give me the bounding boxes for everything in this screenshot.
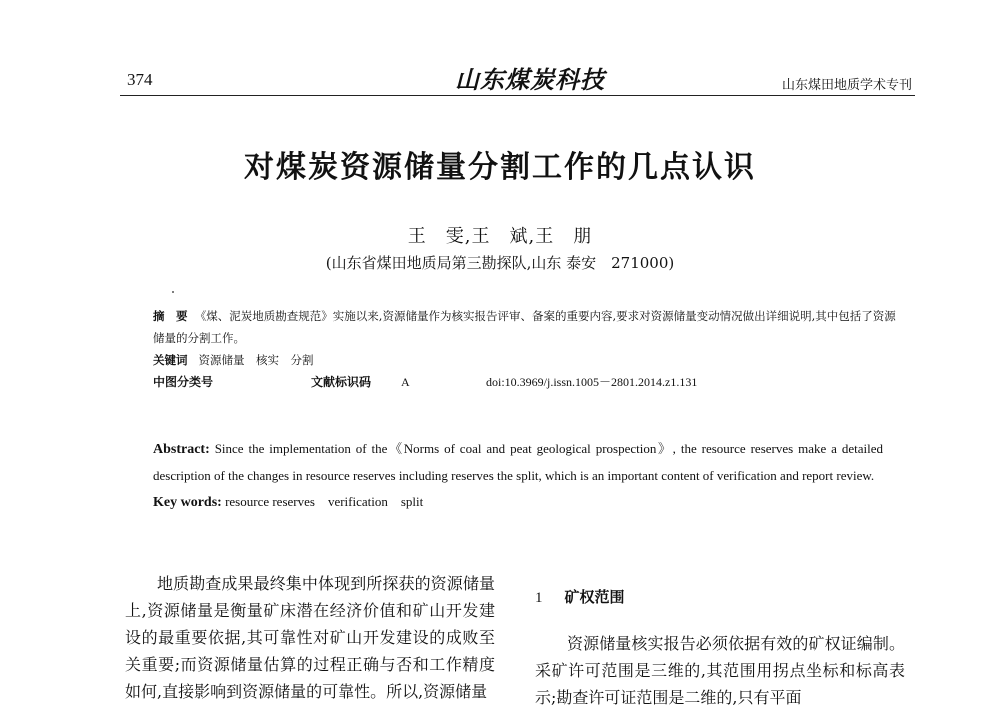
english-abstract bbox=[153, 436, 883, 489]
article-affiliation: (山东省煤田地质局第三勘探队,山东 泰安 271000) bbox=[325, 254, 675, 272]
doc-code-label: 文献标识码 bbox=[311, 375, 372, 389]
abstract-label: 摘 要 bbox=[153, 309, 188, 323]
en-abstract-label: Abstract: bbox=[153, 442, 210, 457]
special-issue-label: 山东煤田地质学术专刊 bbox=[781, 78, 912, 93]
abstract-text: 《煤、泥炭地质勘查规范》实施以来,资源储量作为核实报告评审、备案的重要内容,要求对资源储量变动情况做出详细说明,其中包括了资源储量的分割工作。 bbox=[153, 309, 896, 345]
keywords-label: 关键词 bbox=[153, 353, 188, 367]
section-paragraph: 资源储量核实报告必须依据有效的矿权证编制。采矿许可范围是三维的,其范围用拐点坐标和标高表示;勘查许可证范围是二维的,只有平面 bbox=[535, 634, 905, 707]
english-abstract-block bbox=[153, 436, 883, 516]
chinese-abstract bbox=[153, 305, 898, 349]
journal-name: 山东煤炭科技 bbox=[455, 65, 605, 94]
doi: doi:10.3969/j.issn.1005－2801.2014.z1.131 bbox=[486, 375, 698, 389]
en-keywords-text: resource reserves verification split bbox=[225, 494, 424, 509]
chinese-abstract-block bbox=[153, 305, 898, 393]
section-number: 1 bbox=[535, 590, 543, 606]
english-keywords bbox=[153, 489, 883, 516]
intro-paragraph: 地质勘查成果最终集中体现到所探获的资源储量上,资源储量是衡量矿床潜在经济价值和矿山开发建设的最重要依据,其可靠性对矿山开发建设的成败至关重要;而资源储量估算的过程正确与否和工作精度如何,直接影响到资源储量的可靠性。所以,资源储量 bbox=[125, 574, 495, 701]
classification-row bbox=[153, 371, 898, 393]
doc-code: A bbox=[401, 375, 410, 389]
chinese-keywords bbox=[153, 349, 898, 371]
header-rule bbox=[120, 95, 915, 96]
scan-dot bbox=[172, 291, 174, 293]
clc-label: 中图分类号 bbox=[153, 375, 214, 389]
article-authors: 王 雯,王 斌,王 朋 bbox=[407, 226, 593, 247]
article-title: 对煤炭资源储量分割工作的几点认识 bbox=[244, 150, 756, 185]
section-title: 矿权范围 bbox=[564, 588, 625, 606]
page-number: 374 bbox=[127, 70, 153, 89]
section-heading bbox=[535, 584, 905, 612]
body-left-column bbox=[125, 570, 495, 705]
en-keywords-label: Key words: bbox=[153, 495, 222, 510]
keywords-text: 资源储量 核实 分割 bbox=[198, 353, 314, 367]
body-right-column bbox=[535, 570, 905, 711]
en-abstract-text: Since the implementation of the《Norms of coal and peat geological prospection》, the resource reserves make a detailed description of the changes in resource reserves including reserves the split, which is an important content of verification and report review. bbox=[153, 441, 884, 483]
